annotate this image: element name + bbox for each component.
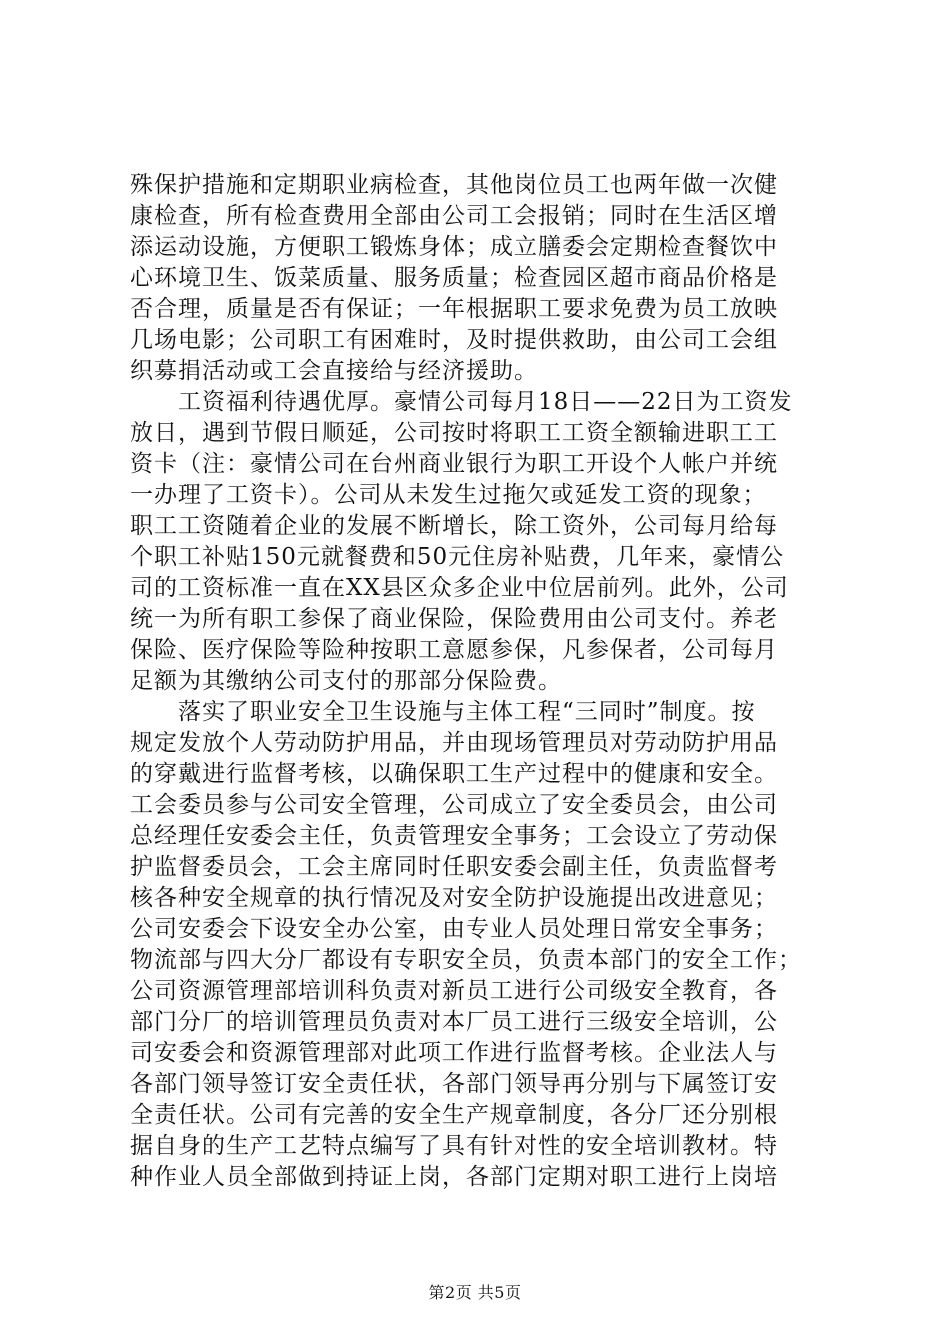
text-line: 核各种安全规章的执行情况及对安全防护设施提出改进意见； bbox=[130, 885, 778, 911]
text-line: 各部门领导签订安全责任状，各部门领导再分别与下属签订安 bbox=[130, 1071, 778, 1097]
text-line: 全责任状。公司有完善的安全生产规章制度，各分厂还分别根 bbox=[130, 1102, 778, 1128]
text-line: 司的工资标准一直在XX县区众多企业中位居前列。此外，公司 bbox=[130, 575, 789, 601]
text-line: 放日，遇到节假日顺延，公司按时将职工工资全额输进职工工 bbox=[130, 420, 778, 446]
text-line: 否合理，质量是否有保证；一年根据职工要求免费为员工放映 bbox=[130, 296, 778, 322]
page-number-footer: 第2页 共5页 bbox=[428, 1283, 522, 1302]
text-line: 护监督委员会，工会主席同时任职安委会副主任，负责监督考 bbox=[130, 854, 778, 880]
text-line: 部门分厂的培训管理员负责对本厂员工进行三级安全培训，公 bbox=[130, 1009, 778, 1035]
text-line: 的穿戴进行监督考核，以确保职工生产过程中的健康和安全。 bbox=[130, 761, 778, 787]
text-line: 保险、医疗保险等险种按职工意愿参保，凡参保者，公司每月 bbox=[130, 637, 778, 663]
text-line: 统一为所有职工参保了商业保险，保险费用由公司支付。养老 bbox=[130, 606, 778, 632]
text-line: 职工工资随着企业的发展不断增长，除工资外，公司每月给每 bbox=[130, 513, 778, 539]
text-line: 工会委员参与公司安全管理，公司成立了安全委员会，由公司 bbox=[130, 792, 778, 818]
text-line: 种作业人员全部做到持证上岗，各部门定期对职工进行上岗培 bbox=[130, 1164, 778, 1190]
text-line: 殊保护措施和定期职业病检查，其他岗位员工也两年做一次健 bbox=[130, 172, 778, 198]
text-line: 落实了职业安全卫生设施与主体工程“三同时”制度。按 bbox=[130, 699, 756, 725]
text-line: 据自身的生产工艺特点编写了具有针对性的安全培训教材。特 bbox=[130, 1133, 778, 1159]
text-line: 心环境卫生、饭菜质量、服务质量；检查园区超市商品价格是 bbox=[130, 265, 778, 291]
text-line: 康检查，所有检查费用全部由公司工会报销；同时在生活区增 bbox=[130, 203, 778, 229]
text-line: 足额为其缴纳公司支付的那部分保险费。 bbox=[130, 668, 562, 694]
text-line: 总经理任安委会主任，负责管理安全事务；工会设立了劳动保 bbox=[130, 823, 778, 849]
text-line: 几场电影；公司职工有困难时，及时提供救助，由公司工会组 bbox=[130, 327, 778, 353]
text-line: 添运动设施，方便职工锻炼身体；成立膳委会定期检查餐饮中 bbox=[130, 234, 778, 260]
text-line: 司安委会和资源管理部对此项工作进行监督考核。企业法人与 bbox=[130, 1040, 778, 1066]
text-line: 资卡（注：豪情公司在台州商业银行为职工开设个人帐户并统 bbox=[130, 451, 778, 477]
text-line: 工资福利待遇优厚。豪情公司每月18日——22日为工资发 bbox=[130, 389, 793, 415]
text-line: 物流部与四大分厂都设有专职安全员，负责本部门的安全工作； bbox=[130, 947, 802, 973]
text-line: 规定发放个人劳动防护用品，并由现场管理员对劳动防护用品 bbox=[130, 730, 778, 756]
text-line: 个职工补贴150元就餐费和50元住房补贴费，几年来，豪情公 bbox=[130, 544, 785, 570]
text-line: 公司资源管理部培训科负责对新员工进行公司级安全教育，各 bbox=[130, 978, 778, 1004]
body-text bbox=[130, 170, 830, 1193]
text-line: 织募捐活动或工会直接给与经济援助。 bbox=[130, 358, 538, 384]
text-line: 一办理了工资卡）。公司从未发生过拖欠或延发工资的现象； bbox=[130, 482, 767, 508]
text-line: 公司安委会下设安全办公室，由专业人员处理日常安全事务； bbox=[130, 916, 778, 942]
